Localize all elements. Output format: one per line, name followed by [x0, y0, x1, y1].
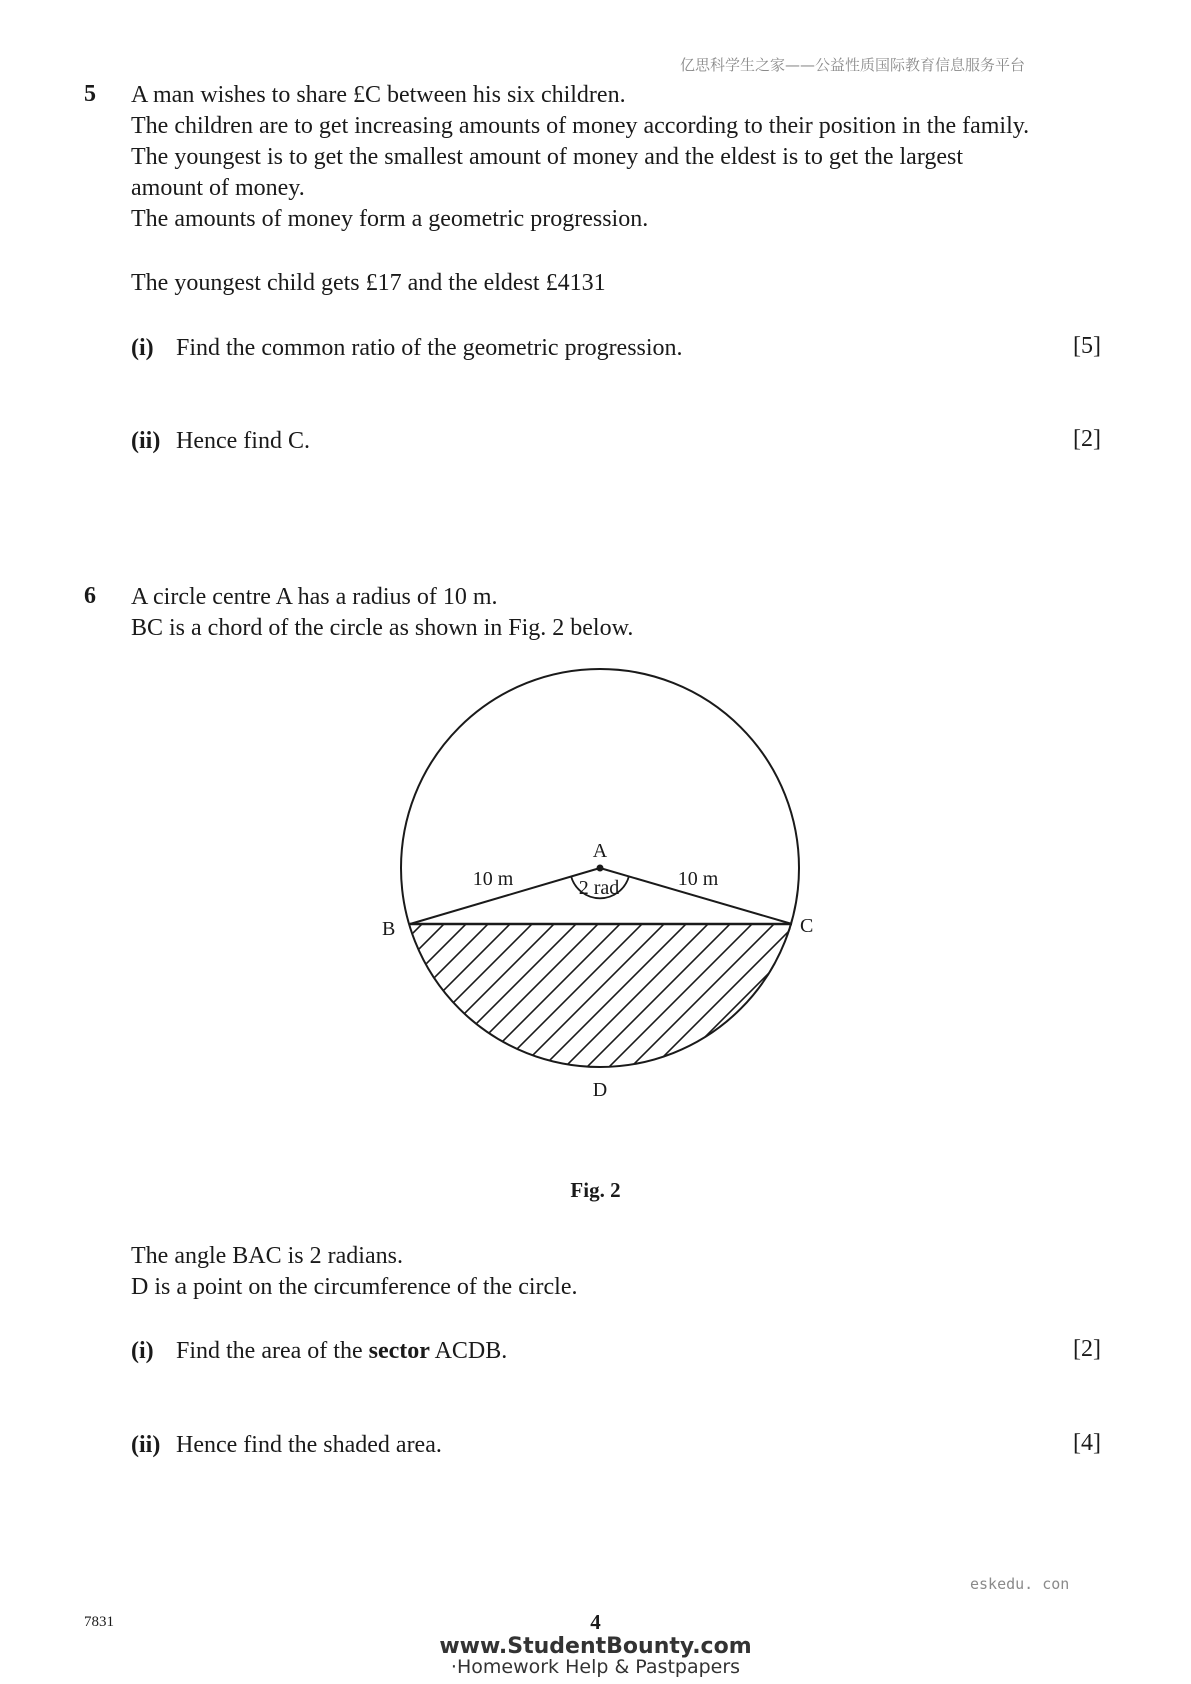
question-5-number: 5	[84, 81, 96, 107]
q5-part-i-text: Find the common ratio of the geometric progression.	[176, 335, 683, 361]
q5-intro-line-4: amount of money.	[131, 175, 305, 201]
question-5-intro	[131, 80, 1131, 235]
q6-part-ii-marks: [4]	[1073, 1430, 1101, 1456]
radius-label-left: 10 m	[472, 868, 514, 890]
label-b: B	[382, 918, 396, 940]
q5-part-i	[131, 333, 1101, 364]
paper-code: 7831	[84, 1614, 114, 1630]
q5-part-i-marks: [5]	[1073, 333, 1101, 359]
q5-intro-line-5: The amounts of money form a geometric progression.	[131, 206, 649, 232]
bounty-tagline: ·Homework Help & Pastpapers	[450, 1656, 741, 1678]
figure-caption: Fig. 2	[570, 1178, 621, 1202]
q6-part-i-marks: [2]	[1073, 1336, 1101, 1362]
question-6-number: 6	[84, 583, 96, 609]
q6-part-i-text-bold: sector	[368, 1338, 430, 1364]
q6-intro-line-1: A circle centre A has a radius of 10 m.	[131, 584, 498, 610]
q6-after-text	[131, 1241, 1131, 1303]
q6-part-i-text-after: ACDB.	[429, 1338, 508, 1364]
radius-label-right: 10 m	[677, 868, 719, 890]
q5-intro-line-3: The youngest is to get the smallest amount of money and the eldest is to get the largest	[131, 144, 964, 170]
centre-point-a	[597, 865, 604, 872]
q5-intro-line-2: The children are to get increasing amounts of money according to their position in the family.	[131, 113, 1030, 139]
q6-after-line-2: D is a point on the circumference of the circle.	[131, 1274, 578, 1300]
q5-part-ii-marks: [2]	[1073, 426, 1101, 452]
q6-part-i	[131, 1336, 1101, 1367]
bottom-right-watermark: eskedu. con	[970, 1575, 1070, 1593]
studentbounty-watermark	[0, 1636, 1191, 1678]
bounty-url: www.StudentBounty.com	[439, 1634, 752, 1659]
q6-part-ii	[131, 1430, 1101, 1461]
q5-part-ii-text: Hence find C.	[176, 428, 310, 454]
q6-part-i-text-before: Find the area of the	[176, 1338, 369, 1364]
fig-2-circle-diagram	[360, 655, 830, 1115]
question-6-intro	[131, 582, 1131, 644]
q6-intro-line-2: BC is a chord of the circle as shown in Fig. 2 below.	[131, 615, 634, 641]
q6-part-i-label: (i)	[131, 1338, 154, 1364]
page-number: 4	[590, 1610, 601, 1634]
q6-part-ii-text: Hence find the shaded area.	[176, 1432, 442, 1458]
angle-label: 2 rad	[578, 877, 620, 899]
label-a: A	[592, 840, 608, 862]
top-watermark: 亿思科学生之家——公益性质国际教育信息服务平台	[680, 56, 1026, 74]
label-d: D	[592, 1079, 608, 1101]
q5-intro-line-1: A man wishes to share £C between his six children.	[131, 82, 626, 108]
q6-part-ii-label: (ii)	[131, 1432, 161, 1458]
label-c: C	[800, 915, 814, 937]
q5-part-ii	[131, 426, 1101, 457]
q5-given-values: The youngest child gets £17 and the eldest £4131	[131, 270, 606, 296]
q5-part-i-label: (i)	[131, 335, 154, 361]
q5-part-ii-label: (ii)	[131, 428, 161, 454]
q6-after-line-1: The angle BAC is 2 radians.	[131, 1243, 403, 1269]
